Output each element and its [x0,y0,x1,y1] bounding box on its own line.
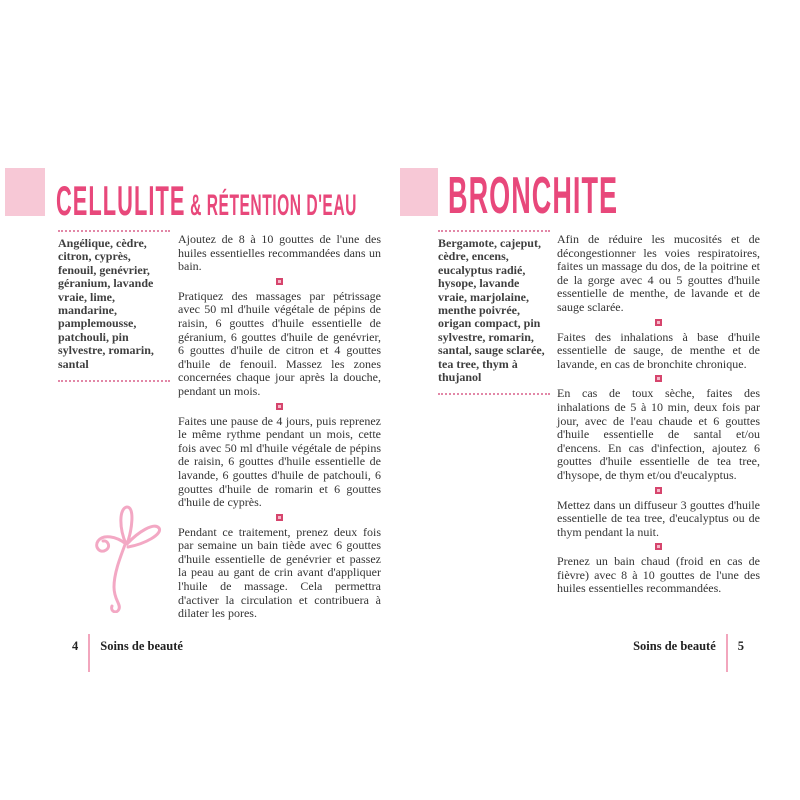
square-icon [276,278,283,285]
title-accent-block [400,168,438,216]
paragraph-separator-square-icon [557,319,760,326]
footer-divider [88,634,90,672]
remedy-paragraph: Afin de réduire les mucosités et de décongestionner les voies respiratoires, faites un massage du dos, de la poitrine et de la gorge avec 4 ou 5 gouttes d'huile essentielle de menthe, de lavande et de sauge sclarée. [557,232,760,314]
footer-right [633,638,744,672]
paragraph-separator-square-icon [557,375,760,382]
title-main: BRONCHITE [448,167,619,225]
square-icon [655,543,662,550]
title-suffix: & RÉTENTION D'EAU [190,189,357,222]
page-title-left [56,177,357,224]
title-accent-block [5,168,45,216]
page-title-right [448,167,619,225]
remedy-paragraph: Mettez dans un diffuseur 3 gouttes d'huile essentielle de tea tree, d'eucalyptus ou de thym pendant la nuit. [557,497,760,539]
square-icon [655,487,662,494]
square-icon [655,375,662,382]
title-row-left [0,168,400,224]
footer-divider [726,634,728,672]
remedy-paragraph: Faites des inhalations à base d'huile essentielle de sauge, de menthe et de lavande, en cas de bronchite chronique. [557,329,760,371]
paragraph-separator-square-icon [178,514,381,521]
footer-left [72,638,183,672]
paragraph-separator-square-icon [178,278,381,285]
square-icon [655,319,662,326]
title-main: CELLULITE [56,177,186,224]
paragraph-separator-square-icon [178,403,381,410]
remedy-paragraph: En cas de toux sèche, faites des inhalations de 5 à 10 min, deux fois par jour, avec de l'eau chaude et 6 gouttes d'huile essentielle de santal et/ou d'encens. En cas d'infection, ajoutez 6 gouttes d'huile essentielle de tea tree, d'hysope, de thym et/ou d'eucalyptus. [557,386,760,482]
square-icon [276,514,283,521]
remedy-paragraph: Ajoutez de 8 à 10 gouttes de l'une des huiles essentielles recommandées dans un bain. [178,232,381,274]
footer-section-label: Soins de beauté [100,639,183,653]
square-icon [276,403,283,410]
footer-section-label: Soins de beauté [633,639,716,653]
swirl-flourish-illustration [70,498,165,613]
paragraph-separator-square-icon [557,487,760,494]
page-number: 4 [72,639,79,653]
remedies-column-left [178,233,381,621]
oils-list-text: Bergamote, cajeput, cèdre, encens, eucalyptus radié, hysope, lavande vraie, marjolaine, menthe poivrée, origan compact, pin sylvestre, romarin, santal, sauge sclarée, tea tree, thym à thujanol [438,236,545,385]
remedy-paragraph: Pendant ce traitement, prenez deux fois par semaine un bain tiède avec 6 gouttes d'huile essentielle de genévrier et passez la peau au gant de crin avant d'appliquer l'huile de massage. Cela permettra d'activer la circulation et contribuera à dilater les pores. [178,524,381,621]
oils-list-right [438,230,550,395]
title-row-right [400,167,800,225]
remedy-paragraph: Prenez un bain chaud (froid en cas de fièvre) avec 8 à 10 gouttes de l'une des huiles essentielles recommandées. [557,554,760,596]
remedy-paragraph: Faites une pause de 4 jours, puis reprenez le même rythme pendant un mois, cette fois avec 50 ml d'huile végétale de pépins de raisin, 6 gouttes d'huile essentielle de lavande, 6 gouttes d'huile de patchouli, 6 gouttes d'huile de romarin et 6 gouttes d'huile de cyprès. [178,413,381,510]
remedies-column-right [557,233,760,596]
remedy-paragraph: Pratiquez des massages par pétrissage avec 50 ml d'huile végétale de pépins de raisin, 6 gouttes d'huile essentielle de géranium, 6 gouttes d'huile de genévrier, 6 gouttes d'huile de citron et 4 gouttes d'huile de fenouil. Massez les zones concernées chaque jour après la douche, pendant un mois. [178,288,381,398]
paragraph-separator-square-icon [557,543,760,550]
oils-list-left [58,230,170,382]
page-right [400,0,800,800]
page-number: 5 [737,639,744,653]
oils-list-text: Angélique, cèdre, citron, cyprès, fenouil, genévrier, géranium, lavande vraie, lime, mandarine, pamplemousse, patchouli, pin sylvestre, romarin, santal [58,236,154,371]
